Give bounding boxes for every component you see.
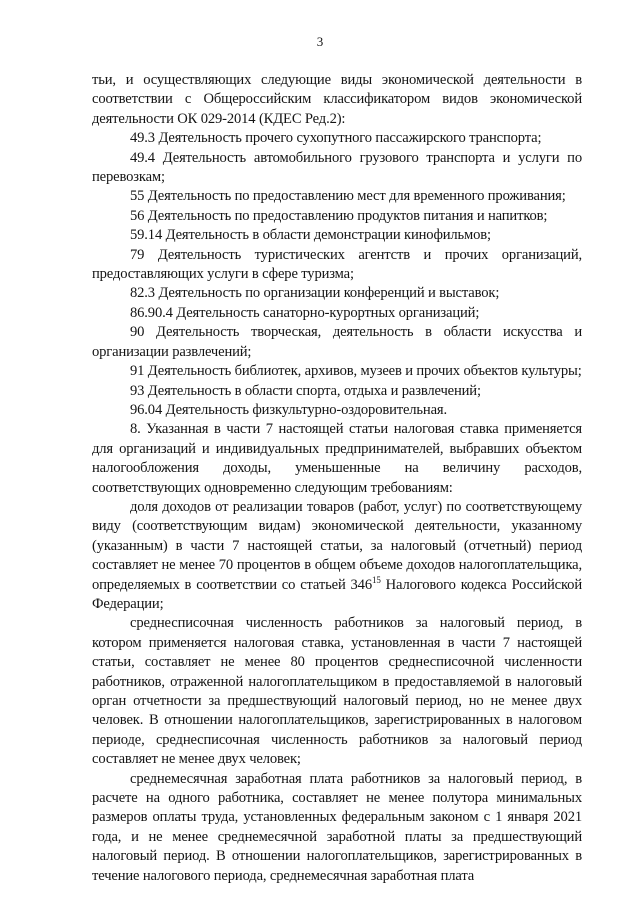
paragraph-headcount: среднесписочная численность работников за налоговый период, в котором применяется налоговая ставка, установленная в части 7 настоящей статьи, составляет не менее 80 процентов среднесписочной численности работников, отраженной налогоплательщиком в предоставляемой в налоговый орган отчетности за предшествующий налоговый период, но не менее двух человек. В отношении налогоплательщиков, зарегистрированных в налоговом периоде, среднесписочная численность работников за налоговый период составляет не менее двух человек;: [92, 615, 582, 768]
okved-item-86-90-4: 86.90.4 Деятельность санаторно-курортных организаций;: [130, 304, 480, 321]
income-share-text-after: Налогового кодекса Российской Федерации;: [92, 576, 582, 612]
okved-item-49-3: 49.3 Деятельность прочего сухопутного пассажирского транспорта;: [130, 130, 542, 147]
paragraph-salary: среднемесячная заработная плата работников за налоговый период, в расчете на одного работника, составляет не менее полутора минимальных размеров оплаты труда, установленных федеральным законом с 1 января 2021 года, и не менее среднемесячной заработной платы за предшествующий налоговый период. В отношении налогоплательщиков, зарегистрированных в течение налогового периода, среднемесячная заработная плата: [92, 770, 582, 884]
okved-item-91: 91 Деятельность библиотек, архивов, музеев и прочих объектов культуры;: [130, 363, 582, 380]
okved-item-55: 55 Деятельность по предоставлению мест для временного проживания;: [130, 188, 566, 205]
okved-item-79: 79 Деятельность туристических агентств и прочих организаций, предоставляющих услуги в сфере туризма;: [92, 246, 582, 283]
page-number: 3: [316, 34, 324, 49]
article-superscript: 15: [371, 574, 381, 585]
okved-item-56: 56 Деятельность по предоставлению продуктов питания и напитков;: [130, 207, 548, 224]
okved-item-96-04: 96.04 Деятельность физкультурно-оздоровительная.: [130, 401, 447, 418]
okved-item-49-4: 49.4 Деятельность автомобильного грузового транспорта и услуги по перевозкам;: [92, 149, 582, 186]
okved-item-82-3: 82.3 Деятельность по организации конференций и выставок;: [130, 285, 500, 302]
okved-item-59-14: 59.14 Деятельность в области демонстрации кинофильмов;: [130, 227, 491, 244]
document-body: [92, 71, 582, 886]
okved-item-93: 93 Деятельность в области спорта, отдыха и развлечений;: [130, 382, 481, 399]
okved-item-90: 90 Деятельность творческая, деятельность в области искусства и организации развлечений;: [92, 324, 582, 360]
paragraph-part-8: 8. Указанная в части 7 настоящей статьи налоговая ставка применяется для организаций и индивидуальных предпринимателей, выбравших объектом налогообложения доходы, уменьшенные на величину расходов, соответствующих одновременно следующим требованиям:: [92, 421, 582, 496]
paragraph-income-share: [92, 498, 582, 614]
income-share-text-before: доля доходов от реализации товаров (работ, услуг) по соответствующему виду (соответствующим видам) экономической деятельности, указанному (указанным) в части 7 настоящей статьи, за налоговый (отчетный) период составляет не менее 70 процентов в общем объеме доходов налогоплательщика, определяемых в соответствии со статьей 346: [92, 498, 582, 593]
paragraph-intro: тьи, и осуществляющих следующие виды экономической деятельности в соответствии с Общероссийским классификатором видов экономической деятельности ОК 029-2014 (КДЕС Ред.2):: [92, 72, 582, 127]
